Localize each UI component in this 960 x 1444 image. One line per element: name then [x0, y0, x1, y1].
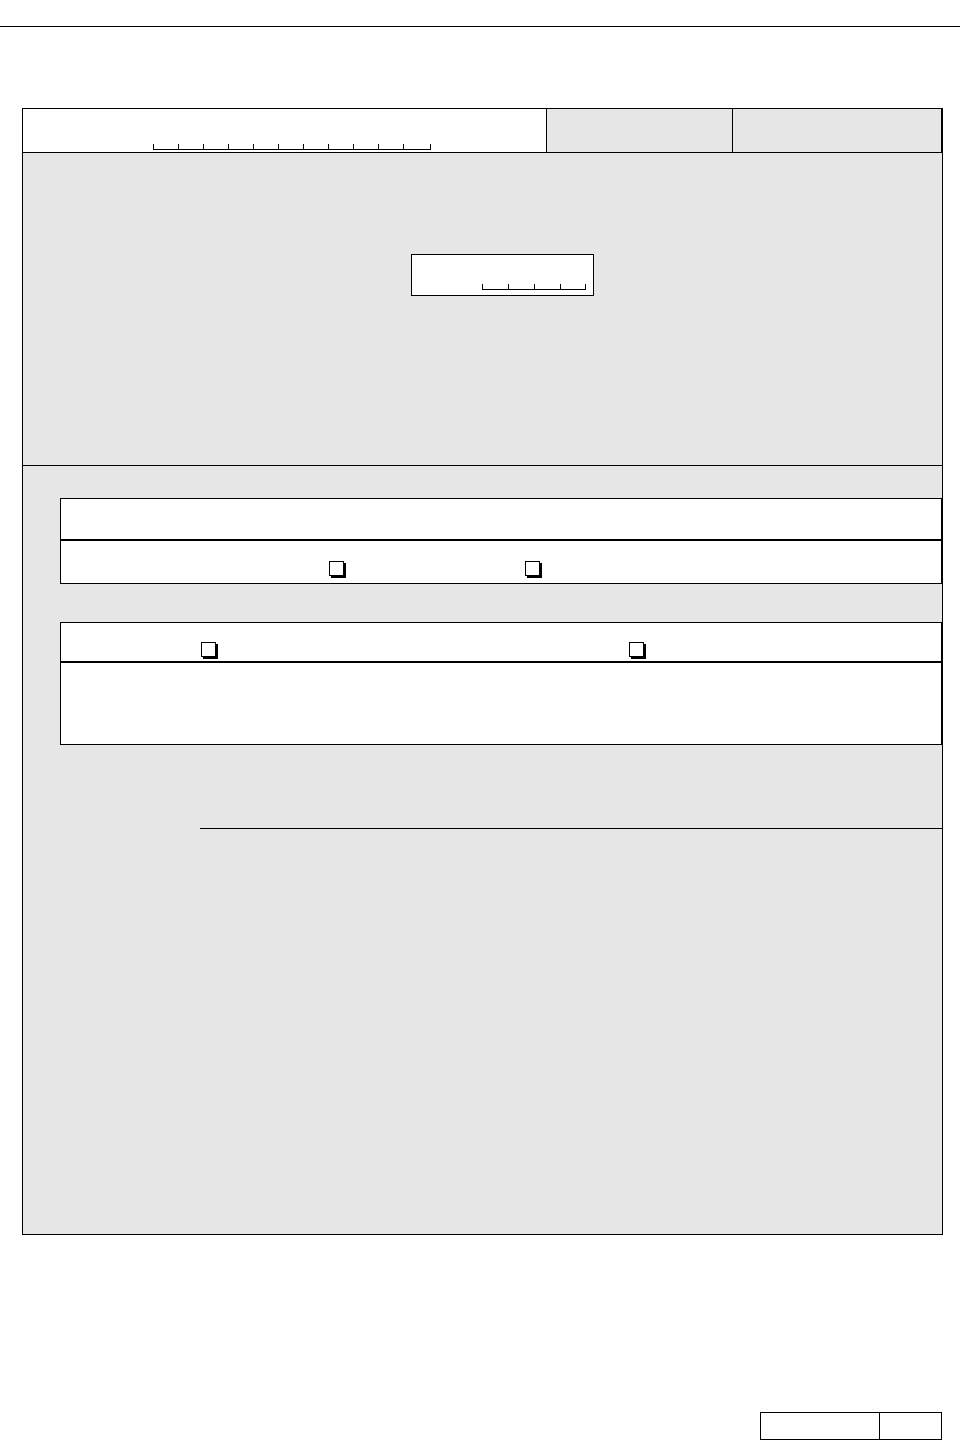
document-number-field	[546, 108, 733, 153]
footer-form-code-box	[760, 1412, 942, 1440]
purpose-submission-checkbox[interactable]	[329, 561, 344, 576]
nip-ticks	[153, 144, 431, 150]
payer-name-field[interactable]	[60, 662, 942, 745]
purpose-field	[60, 540, 942, 584]
payer-legal-entity-checkbox[interactable]	[201, 642, 216, 657]
tax-office-field[interactable]	[60, 498, 942, 540]
nip-field[interactable]	[22, 108, 547, 153]
payer-type-field	[60, 622, 942, 662]
info-divider	[22, 465, 943, 466]
payer-natural-person-checkbox[interactable]	[629, 642, 644, 657]
purpose-correction-checkbox[interactable]	[525, 561, 540, 576]
year-ticks	[482, 284, 586, 290]
header-rule	[0, 26, 960, 27]
status-field	[732, 108, 942, 153]
footer-divider	[879, 1413, 880, 1440]
t1-top-rule	[200, 828, 942, 829]
year-field[interactable]	[411, 254, 594, 296]
